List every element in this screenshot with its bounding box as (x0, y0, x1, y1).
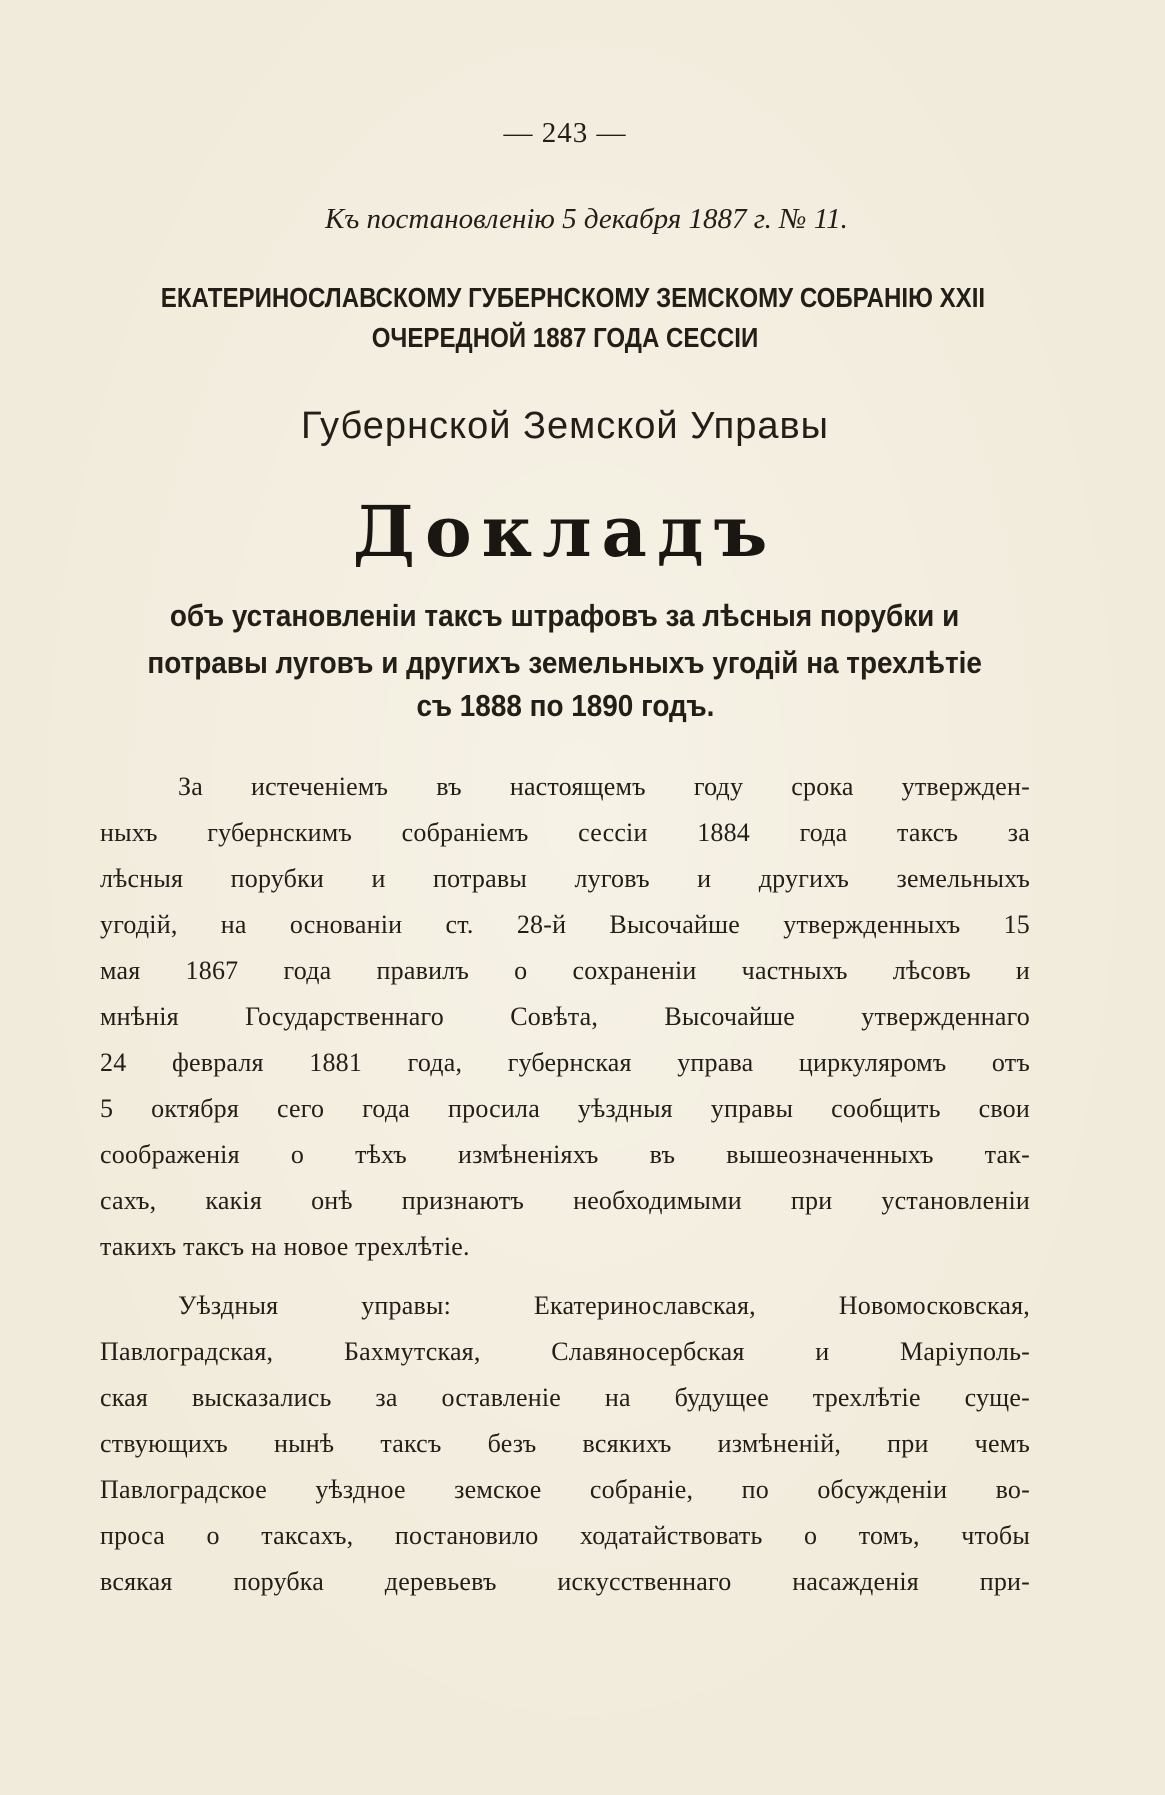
heading-line-1: ЕКАТЕРИНОСЛАВСКОМУ ГУБЕРНСКОМУ ЗЕМСКОМУ СОБРАНІЮ XXII (160, 282, 986, 313)
text-line: Павлоградское уѣздное земское собраніе, по обсужденіи во- (100, 1475, 1030, 1504)
text-line: угодій, на основаніи ст. 28-й Высочайше утвержденныхъ 15 (100, 910, 1030, 939)
text-line: такихъ таксъ на новое трехлѣтіе. (100, 1232, 470, 1261)
text-line: 24 февраля 1881 года, губернская управа циркуляромъ отъ (100, 1048, 1030, 1077)
text-line: сахъ, какія онѣ признаютъ необходимыми при установленіи (100, 1186, 1030, 1215)
text-line: всякая порубка деревьевъ искусственнаго насажденія при- (100, 1567, 1030, 1596)
subject-line-2: потравы луговъ и другихъ земельныхъ угодій на трехлѣтіе (147, 645, 983, 680)
page-number: — 243 — (503, 117, 627, 149)
text-line: За истеченіемъ въ настоящемъ году срока утвержден- (178, 772, 1030, 801)
text-line: 5 октября сего года просила уѣздныя управы сообщить свои (100, 1094, 1030, 1123)
text-line: проса о таксахъ, постановило ходатайствовать о томъ, чтобы (100, 1521, 1030, 1550)
text-line: ская высказались за оставленіе на будущее трехлѣтіе суще- (100, 1383, 1030, 1412)
heading-line-2: ОЧЕРЕДНОЙ 1887 ГОДА СЕССІИ (371, 322, 759, 353)
text-line: соображенія о тѣхъ измѣненіяхъ въ вышеозначенныхъ так- (100, 1140, 1030, 1169)
paragraph-1 (100, 764, 1030, 1270)
text-line: лѣсныя порубки и потравы луговъ и другихъ земельныхъ (100, 864, 1030, 893)
subject-line-1: объ установленіи таксъ штрафовъ за лѣсныя порубки и (170, 598, 960, 633)
text-line: ствующихъ нынѣ таксъ безъ всякихъ измѣненій, при чемъ (100, 1429, 1030, 1458)
text-line: мнѣнія Государственнаго Совѣта, Высочайше утвержденнаго (100, 1002, 1030, 1031)
report-title: Докладъ (352, 490, 778, 573)
text-line: мая 1867 года правилъ о сохраненіи частныхъ лѣсовъ и (100, 956, 1030, 985)
subject-line-3: съ 1888 по 1890 годъ. (416, 688, 714, 723)
text-line: Уѣздныя управы: Екатеринославская, Новомосковская, (178, 1291, 1030, 1320)
text-line: Павлоградская, Бахмутская, Славяносербская и Маріуполь- (100, 1337, 1030, 1366)
text-line: ныхъ губернскимъ собраніемъ сессіи 1884 года таксъ за (100, 818, 1030, 847)
board-name: Губернской Земской Управы (301, 405, 829, 447)
resolution-reference: Къ постановленію 5 декабря 1887 г. № 11. (325, 203, 848, 235)
paragraph-2 (100, 1283, 1030, 1605)
